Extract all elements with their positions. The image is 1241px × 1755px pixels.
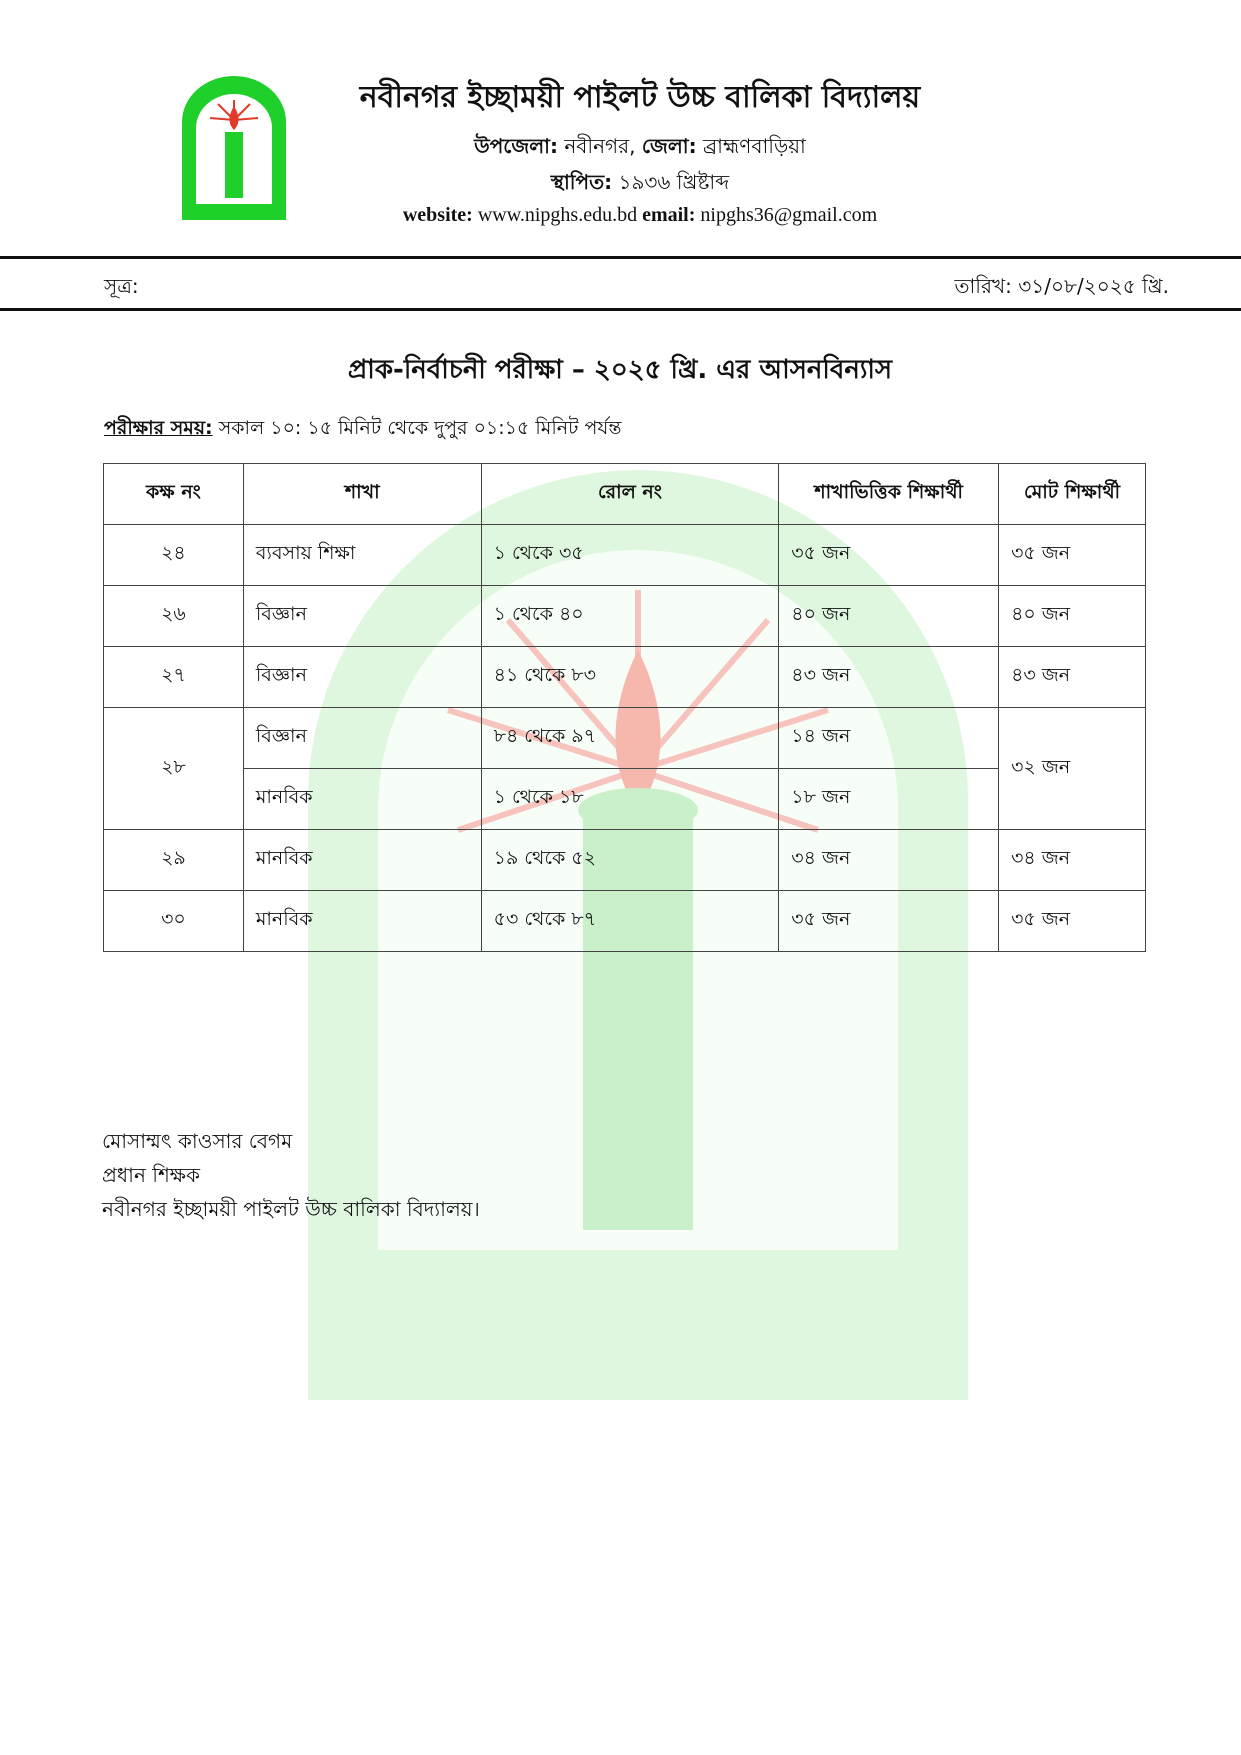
exam-time-value: সকাল ১০: ১৫ মিনিট থেকে দুপুর ০১:১৫ মিনিট পর্যন্ত bbox=[212, 417, 622, 439]
seat-plan-table bbox=[103, 463, 1146, 952]
school-name: নবীনগর ইচ্ছাময়ী পাইলট উচ্চ বালিকা বিদ্যালয় bbox=[359, 80, 921, 115]
total-cell: ৩২ জন bbox=[999, 708, 1146, 830]
branch-cell: বিজ্ঞান bbox=[243, 647, 481, 708]
header-room: কক্ষ নং bbox=[104, 464, 244, 525]
roll-cell: ৮৪ থেকে ৯৭ bbox=[481, 708, 779, 769]
total-cell: ৩৫ জন bbox=[999, 525, 1146, 586]
signatory-name: মোসাম্মৎ কাওসার বেগম bbox=[102, 1129, 293, 1153]
district-value: ব্রাহ্মণবাড়িয়া bbox=[702, 134, 806, 158]
branch-cell: মানবিক bbox=[243, 891, 481, 952]
total-cell: ৩৪ জন bbox=[999, 830, 1146, 891]
table-row bbox=[104, 586, 1146, 647]
roll-cell: ১৯ থেকে ৫২ bbox=[481, 830, 779, 891]
table-row bbox=[104, 891, 1146, 952]
signature-block bbox=[102, 1124, 480, 1226]
room-cell: ২৭ bbox=[104, 647, 244, 708]
roll-cell: ৫৩ থেকে ৮৭ bbox=[481, 891, 779, 952]
header-branch: শাখা bbox=[243, 464, 481, 525]
email-label: email: bbox=[642, 204, 696, 226]
header-rule-top bbox=[0, 256, 1241, 259]
branch-cell: বিজ্ঞান bbox=[243, 708, 481, 769]
reference-label: সূত্র: bbox=[104, 274, 139, 298]
roll-cell: ১ থেকে ৪০ bbox=[481, 586, 779, 647]
branch-students-cell: ১৪ জন bbox=[779, 708, 999, 769]
branch-students-cell: ১৮ জন bbox=[779, 769, 999, 830]
roll-cell: ১ থেকে ১৮ bbox=[481, 769, 779, 830]
total-cell: ৪০ জন bbox=[999, 586, 1146, 647]
document-date: তারিখ: ৩১/০৮/২০২৫ খ্রি. bbox=[954, 274, 1169, 298]
header-rule-bottom bbox=[0, 308, 1241, 311]
total-cell: ৩৫ জন bbox=[999, 891, 1146, 952]
signatory-designation: প্রধান শিক্ষক bbox=[102, 1163, 200, 1187]
established-value: ১৯৩৬ খ্রিষ্টাব্দ bbox=[618, 170, 730, 194]
website-value: www.nipghs.edu.bd bbox=[477, 204, 638, 226]
room-cell: ২৮ bbox=[104, 708, 244, 830]
established-label: স্থাপিত: bbox=[550, 170, 613, 194]
total-cell: ৪৩ জন bbox=[999, 647, 1146, 708]
header-branch-students: শাখাভিত্তিক শিক্ষার্থী bbox=[779, 464, 999, 525]
contact-line bbox=[300, 202, 980, 228]
exam-time bbox=[104, 414, 621, 442]
header-total-students: মোট শিক্ষার্থী bbox=[999, 464, 1146, 525]
established-line bbox=[300, 168, 980, 196]
roll-cell: ১ থেকে ৩৫ bbox=[481, 525, 779, 586]
branch-students-cell: ৪৩ জন bbox=[779, 647, 999, 708]
upazila-value: নবীনগর, bbox=[564, 134, 636, 158]
branch-cell: মানবিক bbox=[243, 830, 481, 891]
exam-time-label: পরীক্ষার সময়: bbox=[104, 417, 213, 439]
branch-cell: মানবিক bbox=[243, 769, 481, 830]
address-line bbox=[300, 132, 980, 160]
table-header-row bbox=[104, 464, 1146, 525]
exam-title: প্রাক-নির্বাচনী পরীক্ষা – ২০২৫ খ্রি. এর আসনবিন্যাস bbox=[347, 355, 893, 385]
school-logo bbox=[180, 74, 288, 222]
email-value: nipghs36@gmail.com bbox=[700, 204, 878, 226]
roll-cell: ৪১ থেকে ৮৩ bbox=[481, 647, 779, 708]
branch-students-cell: ৪০ জন bbox=[779, 586, 999, 647]
district-label: জেলা: bbox=[641, 134, 697, 158]
table-row bbox=[104, 708, 1146, 769]
header-roll: রোল নং bbox=[481, 464, 779, 525]
branch-cell: বিজ্ঞান bbox=[243, 586, 481, 647]
branch-students-cell: ৩৫ জন bbox=[779, 891, 999, 952]
room-cell: ২৪ bbox=[104, 525, 244, 586]
table-row bbox=[104, 647, 1146, 708]
upazila-label: উপজেলা: bbox=[474, 134, 558, 158]
table-row bbox=[104, 830, 1146, 891]
room-cell: ২৬ bbox=[104, 586, 244, 647]
table-row bbox=[104, 525, 1146, 586]
branch-students-cell: ৩৫ জন bbox=[779, 525, 999, 586]
room-cell: ৩০ bbox=[104, 891, 244, 952]
signatory-institution: নবীনগর ইচ্ছাময়ী পাইলট উচ্চ বালিকা বিদ্যালয়। bbox=[102, 1197, 480, 1221]
branch-cell: ব্যবসায় শিক্ষা bbox=[243, 525, 481, 586]
website-label: website: bbox=[402, 204, 473, 226]
room-cell: ২৯ bbox=[104, 830, 244, 891]
branch-students-cell: ৩৪ জন bbox=[779, 830, 999, 891]
table-row bbox=[104, 769, 1146, 830]
